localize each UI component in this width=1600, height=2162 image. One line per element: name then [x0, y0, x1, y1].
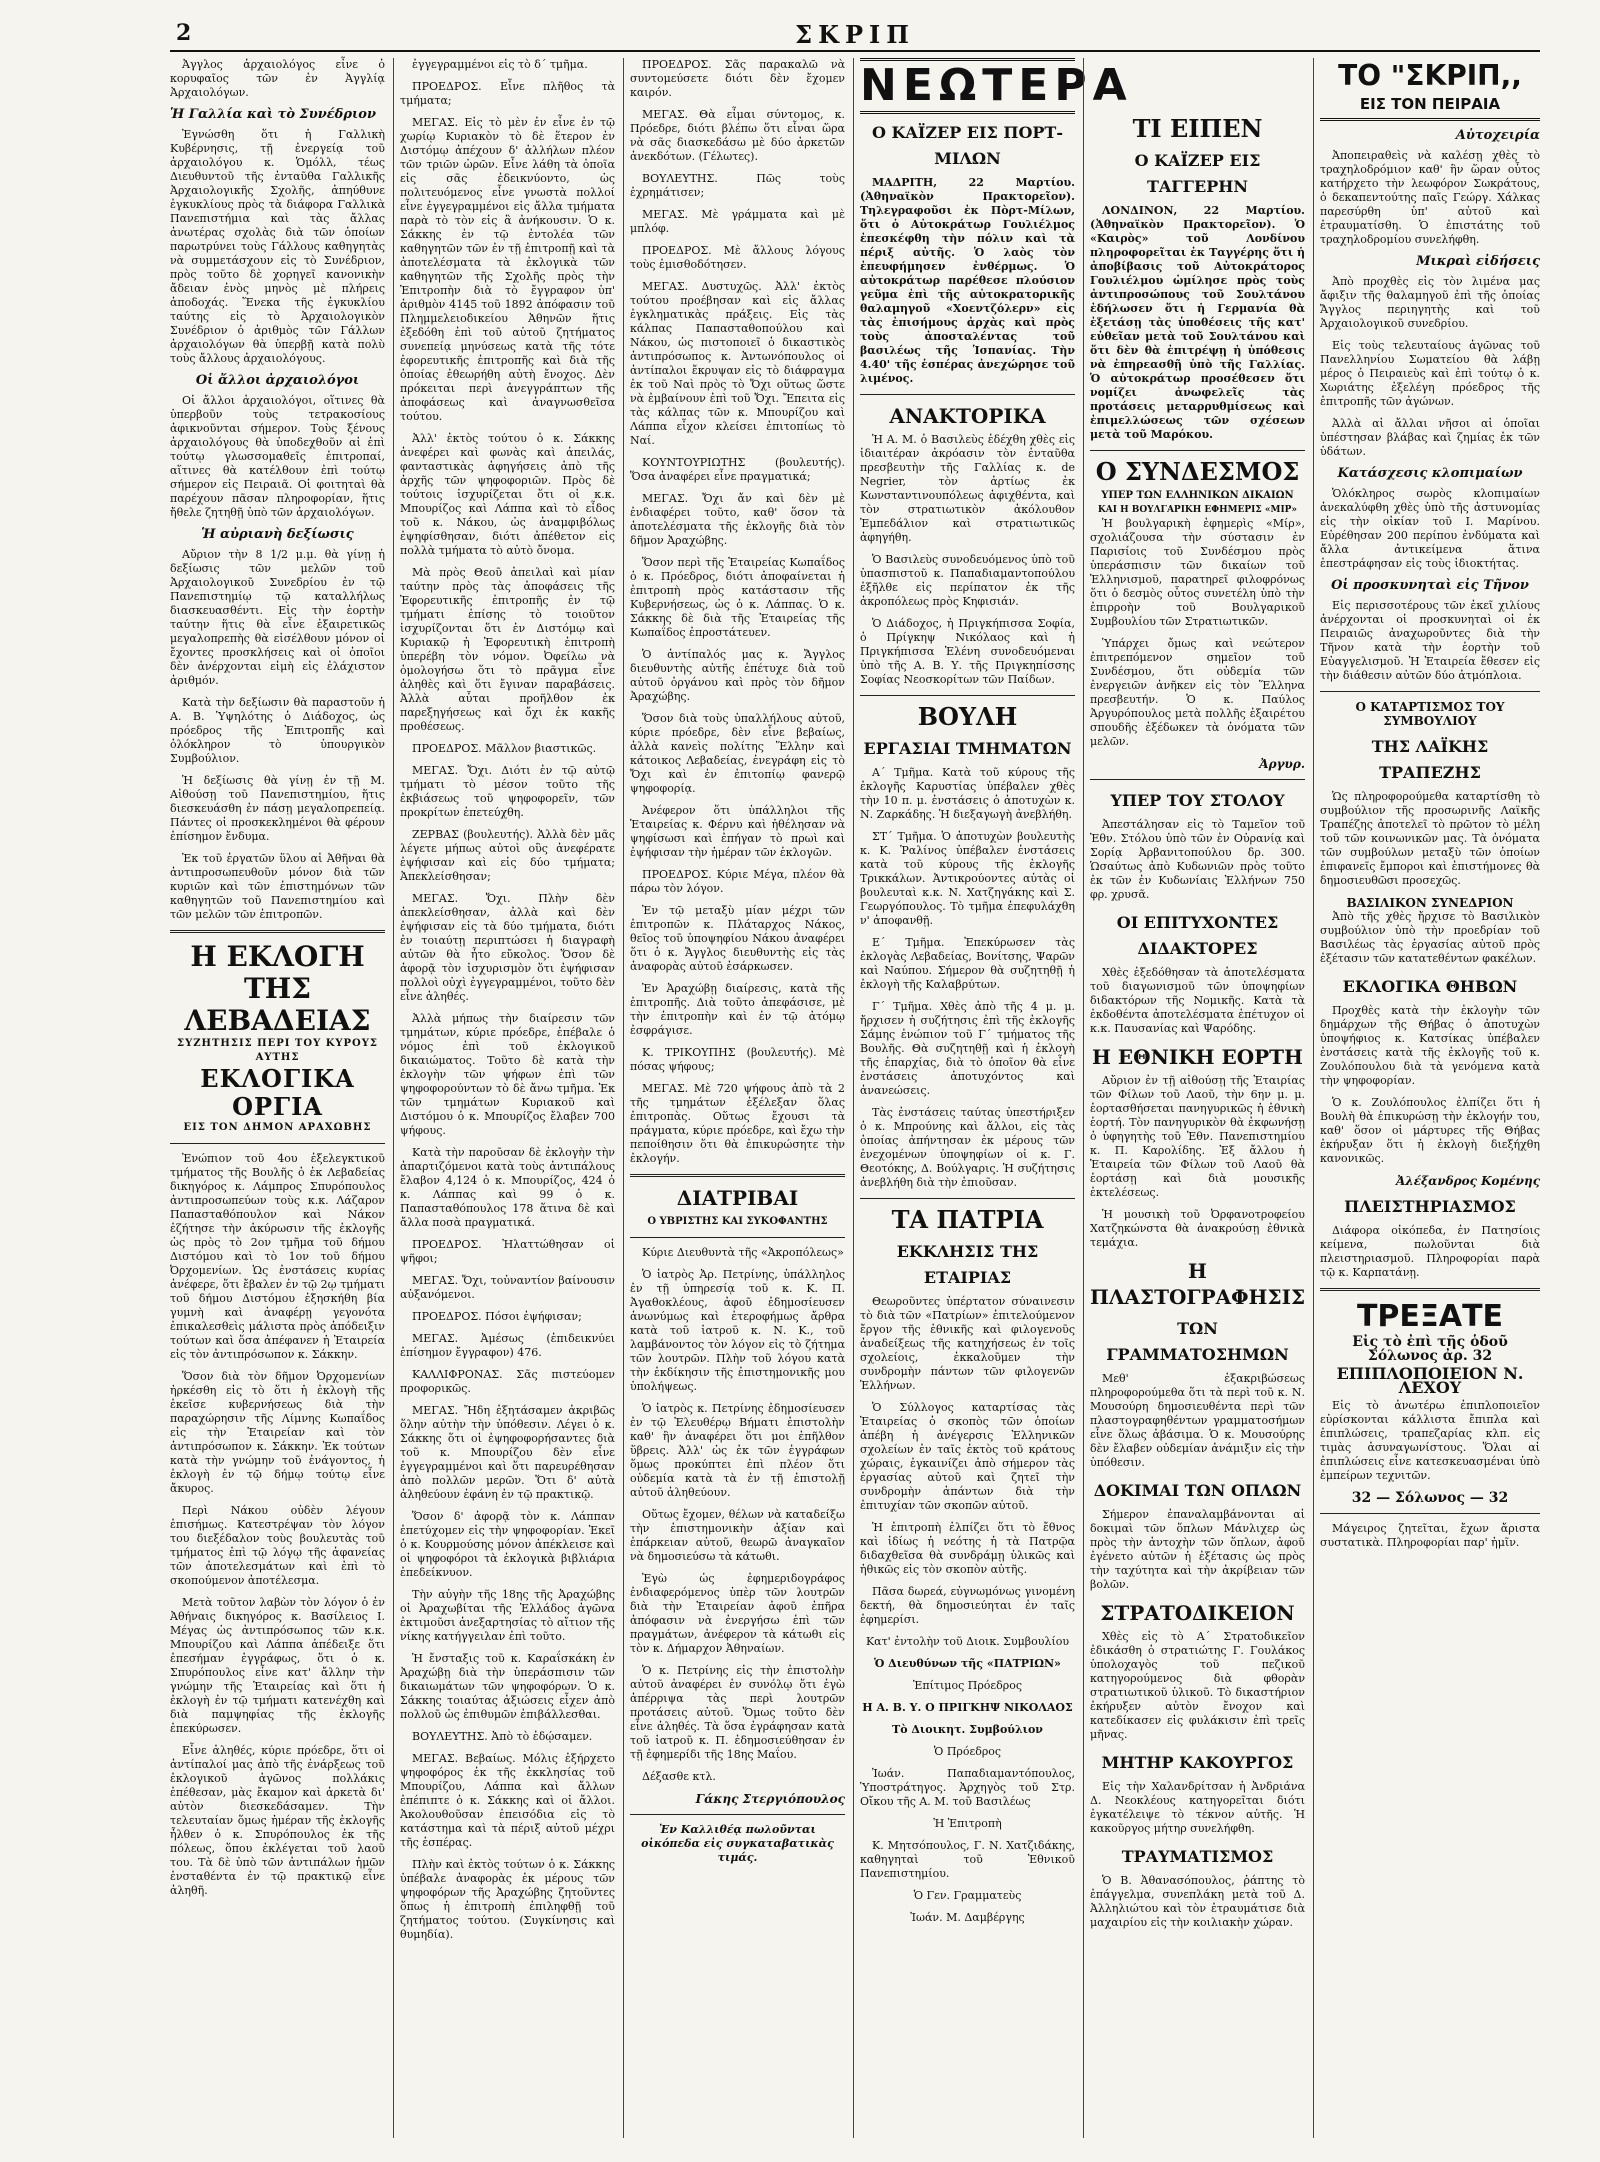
paragraph: ΜΕΓΑΣ. Ὄχι. Διότι ἐν τῷ αὐτῷ τμήματι τὸ μέσον τοῦτο τῆς ἐκβιάσεως τοῦ ψηφοφορεῖν, τῶν προκρίτων ἐπετεύχθη.	[400, 764, 615, 819]
divider	[630, 1174, 845, 1177]
paragraph: Ἐνώπιον τοῦ 4ου ἐξελεγκτικοῦ τμήματος τῆς Βουλῆς ὁ ἐκ Λεβαδείας δικηγόρος κ. Λάμπρος Σπυρόπουλος ἀντιπροσωπεύων τοὺς κ.κ. Λάζαρον Παπασταθόπουλον καὶ Νάκον ἐζήτησε τὴν ἀκύρωσιν τῆς ἐκλογῆς ὡς πρὸς τὸ 2ον τμῆμα τοῦ δήμου Διστόμου καὶ τὸ 1ον τοῦ δήμου Ὀρχομενίων. Ὡς ἐνστάσεις κυρίας ἀνέφερε, ὅτι ἔβαλεν ἐν τῷ 2ῳ τμήματι τοῦ δήμου Διστόμου ἐξησκήθη βία γυμνὴ καὶ ἀναφέρῃ γεγονότα ἐπικαλεσθεὶς μάλιστα πρὸς ἀπόδειξιν τούτων καὶ ὅσα ἀπέφανεν ἡ Ἐταιρεία εἰς τὸν ἀντιπρόσωπον κ. Σάκκην.	[170, 1152, 385, 1361]
paragraph: Μάγειρος ζητεῖται, ἔχων ἄριστα συστατικὰ. Πληροφορίαι παρ' ἡμῖν.	[1320, 1522, 1540, 1549]
paragraph: Εἰς τοὺς τελευταίους ἀγῶνας τοῦ Πανελληνίου Σωματείου θὰ λάβῃ μέρος ὁ Πειραιεὺς καὶ ἐπὶ τούτῳ ὁ κ. Χωριάτης ἐξελέγη πρόεδρος τῆς ἐπιτροπῆς τῶν ἀγώνων.	[1320, 339, 1540, 408]
column-3	[630, 58, 845, 2138]
paragraph: Η Α. Β. Υ. Ο ΠΡΙΓΚΗΨ ΝΙΚΟΛΑΟΣ	[862, 1701, 1073, 1714]
paragraph: Μετὰ τοῦτον λαβὼν τὸν λόγον ὁ ἐν Ἀθήναις δικηγόρος κ. Βασίλειος Ι. Μέγας ὡς ἀντιπρόσωπος τῶν κ.κ. Μπουρίζου καὶ Λάππα ἀπέδειξε ὅτι ἐπεσήμαν ἐγγράφως, ὅτι ὁ κ. Σπυρόπουλος εἶνε κατ' ἄλλην τὴν γνώμην τῆς Ἑταιρείας καὶ ὅτι ἡ ἐκλογὴ ἐν τῷ τμήματι κατενέχθη καὶ διὰ παμψηφίας τῆς ἐκλογῆς ἐπεκύρωσεν.	[170, 1596, 385, 1735]
column-separator	[1083, 58, 1084, 2138]
paragraph: Ἐν τῷ μεταξὺ μίαν μέχρι τῶν ἐπιτροπῶν κ. Πλάταρχος Νάκος, θεῖος τοῦ ὑποψηφίου Νάκου ἀναφέρει ὅτι ὁ κ. Ἄγγλος διευθυντὴς εἰς τὰς ἀναφορὰς αὐτοῦ ἐσάρκωσεν.	[630, 904, 845, 973]
paragraph: Ἐν Ἀραχώβῃ διαίρεσις, κατὰ τῆς ἐπιτροπῆς. Διὰ τοῦτο ἀπεφάσισε, μὲ τὴν ἐπιτροπὴν καὶ ἐν τῷ ἀτόμῳ ἐσφράγισε.	[630, 982, 845, 1037]
section-heading: ΟΙ ΕΠΙΤΥΧΟΝΤΕΣ ΔΙΔΑΚΤΟΡΕΣ	[1116, 913, 1279, 958]
paragraph: ΠΡΟΕΔΡΟΣ. Σᾶς παρακαλῶ νὰ συντομεύσετε διότι δὲν ἔχομεν καιρόν.	[630, 58, 845, 99]
column-2	[400, 58, 615, 2138]
paragraph: ΜΕΓΑΣ. Ὄχι ἄν καὶ δὲν μὲ ἐνδιαφέρει τοῦτο, καθ' ὅσον τὰ ἀποτελέσματα τῆς ἐκλογῆς διὰ τὸν δῆμον Ἀραχώβης.	[630, 492, 845, 547]
advertisement-address: 32 — Σόλωνος — 32	[1351, 1490, 1509, 1506]
advertisement-address: Εἰς τὸ ἐπὶ τῆς ὁδοῦ Σόλωνος ἀρ. 32	[1352, 1334, 1508, 1364]
paragraph: Διάφορα οἰκόπεδα, ἐν Πατησίοις κείμενα, πωλοῦνται διὰ πλειστηριασμοῦ. Πληροφορίαι παρὰ τῷ κ. Καρπατάνῃ.	[1320, 1224, 1540, 1279]
section-heading: ΤΑ ΠΑΤΡΙΑ	[891, 1205, 1044, 1234]
paragraph: ΖΕΡΒΑΣ (βουλευτής). Ἀλλὰ δὲν μᾶς λέγετε μήπως αὐτοὶ οὓς ἀνεφέρατε ἐψήφισαν καὶ εἰς δύο τμήματα; Ἀπεκλείσθησαν;	[400, 828, 615, 883]
paragraph: Κατὰ τὴν δεξίωσιν θὰ παραστοῦν ἡ Α. Β. Ὑψηλότης ὁ Διάδοχος, ὡς πρόεδρος τῆς Ἐπιτροπῆς καὶ ὁλόκληρον τὸ ὑπουργικὸν Συμβούλιον.	[170, 696, 385, 765]
paragraph: Ὁ κ. Ζουλόπουλος ἐλπίζει ὅτι ἡ Βουλὴ θὰ ἐπικυρώσῃ τὴν ἐκλογήν του, καθ' ὅσον οἱ μάρτυρες τῆς Θήβας ἐκήρυξαν ὅτι ἡ ἐκλογὴ διεξήχθη κανονικῶς.	[1320, 1096, 1540, 1165]
column-separator	[1313, 58, 1314, 2138]
paragraph: Ὁ ἀντίπαλός μας κ. Ἄγγλος διευθυντὴς αὐτῆς ἐπέτυχε διὰ τοῦ αὐτοῦ ὀργάνου καὶ πρὸς τὸν δῆμον Ἀραχώβης.	[630, 648, 845, 703]
paragraph: Ἀποπειραθεὶς νὰ καλέσῃ χθὲς τὸ τραχηλοδρόμιον καθ' ἣν ὥραν οὗτος κατήρχετο τὴν λεωφόρον Σωκράτους, ὁ δεκαπεντούτης παῖς Γεώργ. Χάλκας παρεσύρθη ὑπ' αὐτοῦ καὶ ἐτραυματίσθη. Ὁ ἐπιστάτης τοῦ τραχηλοδρομίου συνελήφθη.	[1320, 149, 1540, 246]
section-heading: ΑΝΑΚΤΟΡΙΚΑ	[889, 404, 1046, 428]
section-banner	[1320, 58, 1540, 121]
paragraph: ΚΟΥΝΤΟΥΡΙΩΤΗΣ (βουλευτής). Ὅσα ἀναφέρει εἶνε πραγματικά;	[630, 456, 845, 483]
subheading: Μικραὶ εἰδήσεις	[1416, 254, 1540, 269]
paragraph: Ἡ ἐπιτροπὴ ἐλπίζει ὅτι τὸ ἔθνος καὶ ἰδίως ἡ νεότης ἡ τὰ Πατρῷα διδαχθεῖσα θὰ συνδράμῃ ὑλικῶς καὶ ἠθικῶς εἰς τὸν σκοπὸν αὐτῆς.	[860, 1521, 1075, 1576]
paper-name: ΣΚΡΙΠ	[795, 20, 915, 49]
paragraph: ΠΡΟΕΔΡΟΣ. Ἠλαττώθησαν οἱ ψῆφοι;	[400, 1238, 615, 1265]
column-separator	[853, 58, 854, 2138]
paragraph: ΠΡΟΕΔΡΟΣ. Κύριε Μέγα, πλέον θὰ πάρω τὸν λόγον.	[630, 868, 845, 895]
section-banner: ΝΕΩΤΕΡΑ	[860, 58, 1075, 114]
paragraph: Ὁλόκληρος σωρὸς κλοπιμαίων ἀνεκαλύφθη χθὲς ὑπὸ τῆς ἀστυνομίας εἰς τὴν οἰκίαν τοῦ Ι. Μαρίνου. Εὑρέθησαν 200 περίπου ἐνδύματα καὶ ἄλλα ἀντικείμενα ἅτινα ἐπεστράφησαν εἰς τοὺς ἰδιοκτήτας.	[1320, 487, 1540, 570]
paragraph: Κατ' ἐντολὴν τοῦ Διοικ. Συμβουλίου	[865, 1635, 1070, 1648]
paragraph: Ἀνέφερον ὅτι ὑπάλληλοι τῆς Ἑταιρείας κ. Φέρνυ καὶ ἠθέλησαν νὰ ψηφίσωσι καὶ ἐπήγαν τὸ πρωὶ καὶ ἐψήφισαν τὴν ἡμέραν τῶν ἐκλογῶν.	[630, 804, 845, 859]
divider	[1320, 1513, 1540, 1514]
section-heading: ΔΟΚΙΜΑΙ ΤΩΝ ΟΠΛΩΝ	[1093, 1481, 1302, 1500]
paragraph: Ὁ Διευθύνων τῆς «ΠΑΤΡΙΩΝ»	[874, 1657, 1061, 1670]
paragraph: Ἐγνώσθη ὅτι ἡ Γαλλικὴ Κυβέρνησις, τῇ ἐνεργείᾳ τοῦ ἀρχαιολόγου κ. Ὁμόλλ, τέως Διευθυντοῦ τῆς ἐνταῦθα Γαλλικῆς Ἀρχαιολογικῆς Σχολῆς, ἀπηύθυνε ἐγκυκλίους πρὸς τὰ διάφορα Γαλλικὰ Πανεπιστήμια καὶ τὰς ἄλλας ἀνωτέρας σχολὰς διὰ τῶν ὁποίων παρωτρύνει τοὺς Γάλλους καθηγητὰς νὰ συμμετάσχουν εἰς τὸ Συνέδριον, πρὸς τοῦτο δὲ χορηγεῖ κανονικὴν ἄδειαν ἐνὸς μηνὸς μὲ πλήρεις ἀποδοχάς. Ἕνεκα τῆς ἐγκυκλίου ταύτης εἰς τὸ Ἀρχαιολογικὸν Συνέδριον ὁ ἀριθμὸς τῶν Γάλλων ἀρχαιολόγων θὰ ὑπερβῇ κατὰ πολὺ τοὺς ἄλλους ἀρχαιολόγους.	[170, 128, 385, 365]
paragraph: ΚΑΛΛΙΦΡΟΝΑΣ. Σᾶς πιστεύομεν προφορικῶς.	[400, 1368, 615, 1395]
subheadline: ΥΠΕΡ ΤΩΝ ΕΛΛΗΝΙΚΩΝ ΔΙΚΑΙΩΝ	[1101, 490, 1294, 501]
page-number: 2	[176, 20, 192, 46]
paragraph: Προχθὲς κατὰ τὴν ἐκλογὴν τῶν δημάρχων τῆς Θήβας ὁ ἀποτυχὼν ὑποψήφιος κ. Κατσίκας ὑπέβαλεν ἐνστάσεις κατὰ τῆς ἐκλογῆς τοῦ κ. Ζουλόπουλου διὰ τὰ γενόμενα κατὰ τὴν ψηφοφορίαν.	[1320, 1004, 1540, 1087]
paragraph: Μὰ πρὸς Θεοῦ ἀπειλαὶ καὶ μίαν ταύτην πρὸς τὰς ἀποφάσεις τῆς Ἐφορευτικῆς ἐπιτροπῆς ἐν τῷ τμήματι ἐπίσης τὸ τοιοῦτον ἰσχυρίζονται ὅτι ἐν Διστόμῳ καὶ Κυριακῷ ἡ Ἐφορευτικὴ ἐπιτροπὴ ὑπερέβη τὸν νόμον. Ὀφείλω νὰ ὁμολογήσω ὅτι τὸ πρᾶγμα εἶνε ἀληθὲς καὶ ὅτι ἔγιναν παραβάσεις. Ἀλλὰ αὗται προῆλθον ἐκ παρεξηγήσεως καὶ ὄχι ἐκ κακῆς προθέσεως.	[400, 566, 615, 733]
paragraph: Τὴν αὐγὴν τῆς 18ης τῆς Ἀραχώβης οἱ Ἀραχωβίται τῆς Ἑλλάδος ἀγῶνα ἐκτιμοῦσι ἀνεξαρτησίας τὸ αἴτιον τῆς νίκης κατήγγειλαν ἐπὶ τοῦτο.	[400, 1588, 615, 1643]
column-4	[860, 58, 1133, 2138]
subheading: Αὐτοχειρία	[1455, 128, 1540, 143]
section-heading: ΤΗΣ ΛΑΪΚΗΣ ΤΡΑΠΕΖΗΣ	[1371, 737, 1489, 782]
section-heading: ΒΑΣΙΛΙΚΟΝ ΣΥΝΕΔΡΙΟΝ	[1346, 896, 1514, 910]
paragraph: ΒΟΥΛΕΥΤΗΣ. Ἀπὸ τὸ ἐδῴσαμεν.	[412, 1730, 593, 1743]
paragraph: Ὅσον διὰ τοὺς ὑπαλλήλους αὐτοῦ, κύριε πρόεδρε, δὲν εἶνε βεβαίως, ἀλλὰ κανεὶς πολίτης Ἕλλην καὶ κάτοικος Λεβαδείας, ἐνεγράφη εἰς τὸ Ὄχι καὶ ἐν ἐπιτοπίῳ φανερῷ ψηφοφορίᾳ.	[630, 712, 845, 795]
divider	[1090, 779, 1305, 780]
signature: Ἀλέξανδρος Κομένης	[1395, 1174, 1540, 1188]
subheading: Κατάσχεσις κλοπιμαίων	[1337, 466, 1523, 481]
paragraph: Αὔριον τὴν 8 1/2 μ.μ. θὰ γίνῃ ἡ δεξίωσις τῶν μελῶν τοῦ Ἀρχαιολογικοῦ Συνεδρίου ἐν τῷ Πανεπιστημίῳ τῷ καταλλήλως διασκευασθέντι. Εἰς τὴν ἑορτὴν ταύτην ἥτις θὰ εἶνε ἐξαιρετικῶς μεγαλοπρεπὴς θὰ εἰσέλθουν μόνον οἱ ἔχοντες προσκλήσεις καὶ οἱ ὁποῖοι δὲν ἀνέρχονται εἰμὴ εἰς ἐλάχιστον ἀριθμόν.	[170, 548, 385, 687]
paragraph: Σήμερον ἐπαναλαμβάνονται αἱ δοκιμαὶ τῶν ὅπλων Μάνλιχερ ὡς πρὸς τὴν ἀντοχὴν τῶν ὅπλων, ἀφοῦ ἐγένετο αὐτῶν ἡ ἐξέτασις ὡς πρὸς τὴν ταχύτητα καὶ τὴν ἀκρίβειαν τῶν βολῶν.	[1090, 1508, 1305, 1591]
paragraph: ΜΑΔΡΙΤΗ, 22 Μαρτίου. (Ἀθηναϊκὸν Πρακτορεῖον). Τηλεγραφοῦσι ἐκ Πὸρτ-Μίλων, ὅτι ὁ Αὐτοκράτωρ Γουλιέλμος ἐπεσκέφθη τὴν πόλιν καὶ τὰ πέριξ αὐτῆς. Ὁ λαὸς τὸν ἐπευφήμησεν ἐνθέρμως. Ὁ αὐτοκράτωρ παρέθεσε πλούσιον γεῦμα ἐπὶ τῆς αὐτοκρατορικῆς θαλαμηγοῦ «Χοεντζόλερν» εἰς τὰς ἐπισήμους ἀρχὰς καὶ πρὸς τοὺς ἀποσταλέντας τοῦ βασιλέως τῆς Ἱσπανίας. Τὴν 4.40' τῆς ἑσπέρας ἀνεχώρησε τοῦ λιμένος.	[860, 176, 1075, 385]
paragraph: Εἶνε ἀληθές, κύριε πρόεδρε, ὅτι οἱ ἀντίπαλοί μας ἀπὸ τῆς ἐνάρξεως τοῦ ἐκλογικοῦ ἀγῶνος πολλάκις ἐπέθεσαν, μὰς ἔκαμον καὶ ἀρκετὰ δι' αὐτὸν διεσκεδάσαμεν. Τὴν τελευταίαν ὅμως ἡμέραν τῆς ἐκλογῆς ἦλθεν ὁ κ. Σπυρόπουλος ἐκ τῆς πόλεως, ὅπου ἐκλέγεται τοῦ λαοῦ του. Τὰ δὲ ὑπὸ τῶν ἀντιπάλων ἡμῶν ἐνσταθέντα ἐν τῷ πρακτικῷ εἶνε ἀληθῆ.	[170, 1744, 385, 1897]
paragraph: Τὸ Διοικητ. Συμβούλιον	[892, 1723, 1043, 1736]
paragraph: ΜΕΓΑΣ. Θὰ εἶμαι σύντομος, κ. Πρόεδρε, διότι βλέπω ὅτι εἶναι ὥρα νὰ σᾶς διασκεδάσω μὲ δύο ἀρκετῶν ἀνεκδότων. (Γέλωτες).	[630, 108, 845, 163]
subheading: Ἡ αὐριανὴ δεξίωσις	[201, 527, 354, 542]
subheadline: ΕΙΣ ΤΟΝ ΔΗΜΟΝ ΑΡΑΧΩΒΗΣ	[183, 1122, 372, 1133]
paragraph: Ὁ κ. Πετρίνης εἰς τὴν ἐπιστολὴν αὐτοῦ ἀναφέρει ἐν συνόλῳ ὅτι ἐγὼ ἀπέρριψα τὰς περὶ λουτρῶν προτάσεις αὐτοῦ. Ὅμως τοῦτο δὲν εἶνε ἀληθές. Τὰ ὅσα ἐγράφησαν κατὰ τοῦ ἰατροῦ κ. Π. ἐδημοσιεύθησαν ἐν τῇ ἐφημερίδι τῆς 18ης Μαΐου.	[630, 1664, 845, 1761]
column-separator	[393, 58, 394, 2138]
subheading: Οἱ προσκυνηταὶ εἰς Τῆνον	[1331, 578, 1529, 593]
banner-title: ΤΟ "ΣΚΡΙΠ,,	[1338, 59, 1522, 92]
subheadline: ΚΑΙ Η ΒΟΥΛΓΑΡΙΚΗ ΕΦΗΜΕΡΙΣ «ΜΙΡ»	[1097, 505, 1298, 515]
paragraph: Ἀγγλος ἀρχαιολόγος εἶνε ὁ κορυφαῖος τῶν ἐν Ἀγγλίᾳ Ἀρχαιολόγων.	[170, 58, 385, 99]
advertisement: Ἐν Καλλιθέᾳ πωλοῦνται οἰκόπεδα εἰς συγκαταβατικὰς τιμάς.	[641, 1823, 834, 1864]
paragraph: Ἀλλὰ αἱ ἄλλαι νῆσοι αἱ ὁποῖαι ὑπέστησαν βλάβας καὶ ζημίας ἐκ τῶν ὑδάτων.	[1320, 417, 1540, 458]
divider	[170, 930, 385, 933]
section-heading: ΕΡΓΑΣΙΑΙ ΤΜΗΜΑΤΩΝ	[863, 739, 1072, 758]
section-heading: ΕΚΚΛΗΣΙΣ ΤΗΣ ΕΤΑΙΡΙΑΣ	[896, 1242, 1039, 1287]
paragraph: Ὁ Διάδοχος, ἡ Πριγκήπισσα Σοφία, ὁ Πρίγκηψ Νικόλαος καὶ ἡ Πριγκήπισσα Ἑλένη συνοδευόμεναι ὑπὸ τῆς Α. Β. Υ. τῆς Πριγκηπίσσης Σοφίας Νεοσκορίτων τῶν Παίδων.	[860, 617, 1075, 686]
paragraph: Πλὴν καὶ ἐκτὸς τούτων ὁ κ. Σάκκης ὑπέβαλε ἀναφορὰς ἐκ μέρους τῶν ψηφοφόρων τῆς Ἀραχώβης ζητοῦντες ὅπως ἡ ἐπιτροπὴ ἐπιληφθῇ τοῦ ζητήματος τούτου. (Συγκίνησις καὶ θυμηδία).	[400, 1858, 615, 1941]
paragraph: ΠΡΟΕΔΡΟΣ. Εἶνε πλῆθος τὰ τμήματα;	[400, 80, 615, 107]
banner-subtitle: ΕΙΣ ΤΟΝ ΠΕΙΡΑΙΑ	[1320, 94, 1540, 121]
divider	[1090, 450, 1305, 451]
paragraph: Κατὰ τὴν παροῦσαν δὲ ἐκλογὴν τὴν ἀπαρτιζόμενοι κατὰ τοὺς ἀντιπάλους ἔλαβον 4,124 ὁ κ. Μπουρίζος, 424 ὁ κ. Λάππας καὶ 99 ὁ κ. Παπασταθόπουλος 178 ἅτινα δὲ καὶ ἄλλα ποσὰ πραγματικά.	[400, 1146, 615, 1229]
paragraph: Ἐκ τοῦ ἐργατῶν ὕλου αἱ Ἀθῆναι θὰ ἀντιπροσωπευθοῦν μόνον διὰ τῶν κυριῶν καὶ τῶν ἐπιστημόνων τῶν καθηγητῶν τοῦ Πανεπιστημίου καὶ τῶν μελῶν τῶν ἐπιτροπῶν.	[170, 852, 385, 921]
paragraph: Ἡ μουσικὴ τοῦ Ὀρφανοτροφείου Χατζηκώνστα θὰ ἀνακρούσῃ ἐθνικὰ τεμάχια.	[1090, 1208, 1305, 1249]
paragraph: Περὶ Νάκου οὐδὲν λέγουν ἐπισήμως. Κατεστρέψαν τὸν λόγον του διεξέδαλον τοὺς βουλευτὰς τοῦ τμήματος ἐπὶ τῷ λόγῳ τῆς ἀφανείας τῶν ἀποτελεσμάτων καὶ ἐπὶ τὸ σκοπούμενον ἀποτέλεσμα.	[170, 1504, 385, 1587]
subheading: Οἱ ἄλλοι ἀρχαιολόγοι	[195, 373, 360, 388]
advertisement-headline: ΤΡΕΞΑΤΕ	[1356, 1299, 1504, 1334]
paragraph: Κύριε Διευθυντὰ τῆς «Ἀκροπόλεως»	[642, 1246, 844, 1259]
signature: Ἀργυρ.	[1259, 757, 1305, 771]
paragraph: Χθὲς ἐξεδόθησαν τὰ ἀποτελέσματα τοῦ διαγωνισμοῦ τῶν ὑποψηφίων διδακτόρων τῆς Νομικῆς. Κατὰ τὰ ἐκδοθέντα ἀποτελέσματα ἐπέτυχον οἱ κ.κ. Παυσανίας καὶ Ψαρόδης.	[1090, 966, 1305, 1035]
section-heading: ΤΩΝ ΓΡΑΜΜΑΤΟΣΗΜΩΝ	[1106, 1319, 1289, 1364]
paragraph: Εἰς τὴν Χαλανδρίτσαν ἡ Ἀνδριάνα Δ. Νεοκλέους κατηγορεῖται διότι ἐγκατέλειψε τὸ τέκνον αὐτῆς. Ἡ κακοῦργος μήτηρ συνελήφθη.	[1090, 1780, 1305, 1835]
paragraph: ἐγγεγραμμένοι εἰς τὸ δ΄ τμῆμα.	[412, 58, 588, 71]
paragraph: ΛΟΝΔΙΝΟΝ, 22 Μαρτίου. (Ἀθηναϊκὸν Πρακτορεῖον). Ὁ «Καιρὸς» τοῦ Λονδίνου πληροφορεῖται ἐκ Ταγγέρης ὅτι ἡ ἀποβίβασις τοῦ Αὐτοκράτορος Γουλιέλμου ὡμίλησε πρὸς τοὺς ἀντιπροσώπους τοῦ Σουλτάνου ἐδήλωσεν ὅτι ἡ Γερμανία θὰ ἐξετάσῃ τὰς ὑποθέσεις τῆς κατ' εὐθεῖαν μετὰ τοῦ Σουλτάνου καὶ ὅτι δὲν θὰ ἐπιτρέψῃ ἡ ὑπόθεσις νὰ ἐπηρεασθῇ ὑπὸ τῆς Γαλλίας. Ὁ αὐτοκράτωρ προσέθεσεν ὅτι νομίζει ἀνωφελεῖς τὰς προτάσεις μεταρρυθμίσεως καὶ ἐπιμελλώσεως τῶν σχέσεων μετὰ τοῦ Μαρόκου.	[1090, 204, 1305, 441]
section-heading: Η ΠΛΑΣΤΟΓΡΑΦΗΣΙΣ	[1090, 1259, 1306, 1309]
paragraph: Οὕτως ἔχομεν, θέλων νὰ καταδείξω τὴν ἐπιστημονικὴν ἀξίαν καὶ ἐπάρκειαν αὐτοῦ, θεωρῶ ἀναγκαῖον νὰ δημοσιεύσω τὰ κάτωθι.	[630, 1508, 845, 1563]
paragraph: Χθὲς εἰς τὸ Α΄ Στρατοδικεῖον ἐδικάσθη ὁ στρατιώτης Γ. Γουλάκος ὑπολοχαγὸς τοῦ πεζικοῦ κατηγορούμενος διὰ φθορὰν στρατιωτικοῦ ὑλικοῦ. Τὸ δικαστήριον ἐκήρυξεν αὐτὸν ἔνοχον καὶ κατεδίκασεν εἰς φυλάκισιν ἐπὶ τρεῖς μῆνας.	[1090, 1630, 1305, 1741]
paragraph: Ἀλλ' ἐκτὸς τούτου ὁ κ. Σάκκης ἀνεφέρει καὶ φωνὰς καὶ ἀπειλάς, φανταστικὰς ἀφηγήσεις ἀπὸ τῆς ἀρχῆς τῶν ψηφοφοριῶν. Πρὸς δὲ τούτοις ἰσχυρίζεται ὅτι οἱ κ.κ. Μπουρίζος καὶ Λάππα καὶ τὸ εἶδος τοῦ κ. Νάκου, ὡς ἀναμφιβόλως ἐψηφίσθησαν, διότι ἀπέθετον εἰς πολλὰ τμήματα τὸ αὐτὸ ὄνομα.	[400, 432, 615, 557]
paragraph: ΠΡΟΕΔΡΟΣ. Μᾶλλον βιαστικῶς.	[412, 742, 597, 755]
divider	[630, 1814, 845, 1815]
section-heading: Ο ΚΑΪΖΕΡ ΕΙΣ ΤΑΓΓΕΡΗΝ	[1134, 151, 1261, 196]
paragraph: Ὅσον διὰ τὸν δῆμον Ὀρχομενίων ἠρκέσθη εἰς τὸ ὅτι ἡ ἐκλογὴ τῆς ἐκεῖσε κυβερνήσεως διὰ τὴν παραχώρησιν τῆς Λίμνης Κωπαΐδος εἰς τὴν Ἑταιρείαν καὶ τὸν ἀντιπρόσωπον κ. Σάκκην. Ἐκ τούτων κατὰ τὴν γνώμην τοῦ ἐνάγοντος, ἡ ἐκλογὴ ἐν τῷ δήμῳ τούτῳ εἶνε ἄκυρος.	[170, 1370, 385, 1495]
column-1	[170, 58, 385, 2138]
section-heading: ΥΠΕΡ ΤΟΥ ΣΤΟΛΟΥ	[1110, 791, 1285, 810]
signature: Γάκης Στεργιόπουλος	[695, 1792, 845, 1806]
paragraph: ΜΕΓΑΣ. Ἤδη ἐξητάσαμεν ἀκριβῶς ὅλην αὐτὴν τὴν ὑπόθεσιν. Λέγει ὁ κ. Σάκκης ὅτι οἱ ἐψηφοφορήσαντες διὰ τοῦ κ. Μπουρίζου δὲν εἶνε ἐγγεγραμμένοι καὶ ὅτι παρευρέθησαν ἀπὸ πολλῶν μερῶν. Ὅτι δ' αὐτὰ ἀληθεύουν ἐφάνη ἐν τῷ πρακτικῷ.	[400, 1404, 615, 1501]
paragraph: Ἡ Α. Μ. ὁ Βασιλεὺς ἐδέχθη χθὲς εἰς ἰδιαιτέραν ἀκρόασιν τὸν ἐνταῦθα πρεσβευτὴν τῆς Γαλλίας κ. de Negrier, τὸν ἀρτίως ἐκ Κωνσταντινουπόλεως ἀφιχθέντα, καὶ τὸν στρατιωτικὸν ἀκόλουθον Ἐμπεδάλιον καὶ στρατιωτικῶς ἀφηγήθη.	[860, 433, 1075, 544]
paragraph: Ἡ Ἐπιτροπὴ	[933, 1817, 1002, 1830]
advertisement-title: ΕΠΙΠΛΟΠΟΙΕΙΟΝ Ν. ΛΕΧΟΥ	[1336, 1364, 1524, 1397]
section-heading: Η ΕΘΝΙΚΗ ΕΟΡΤΗ	[1092, 1045, 1303, 1069]
paragraph: Ὁ ἰατρὸς κ. Πετρίνης ἐδημοσίευσεν ἐν τῷ Ἐλευθέρῳ Βήματι ἐπιστολὴν καθ' ἣν ἀναφέρει ὅτι μοι ἐπῆλθον ὕβρεις. Ἀλλ' ὡς ἐκ τῶν ἐγγράφων ὅμως προκύπτει ἐπὶ πλέον ὅτι οὐδεμία κατὰ τὰ ἐν τῇ ἐπιστολῇ αὐτοῦ ἀληθεύουν.	[630, 1402, 845, 1499]
section-heading: ΒΟΥΛΗ	[917, 702, 1018, 731]
section-heading: ΔΙΑΤΡΙΒΑΙ	[676, 1186, 799, 1210]
headline: ΤΗΣ ΛΕΒΑΔΕΙΑΣ	[184, 972, 371, 1037]
paragraph: ΜΕΓΑΣ. Βεβαίως. Μόλις ἐξήρχετο ψηφοφόρος ἐκ τῆς ἐκκλησίας τοῦ Μπουρίζου, Λάππα καὶ ἄλλων ἐπέπιπτε ὁ κ. Σάκκης καὶ οἱ ἄλλοι. Ἀκολουθοῦσαν ἐπεισόδια εἰς τὸ κατάστημα καὶ τὰ πέριξ αὐτοῦ μέχρι τῆς ἑσπέρας.	[400, 1752, 615, 1849]
divider	[860, 1198, 1075, 1199]
subheadline: Ο ΥΒΡΙΣΤΗΣ ΚΑΙ ΣΥΚΟΦΑΝΤΗΣ	[647, 1216, 828, 1227]
paragraph: Ἡ βουλγαρικὴ ἐφημερὶς «Μίρ», σχολιάζουσα τὴν σύστασιν ἐν Παρισίοις τοῦ Συνδέσμου πρὸς ὑπεράσπισιν τῶν δικαίων τοῦ Ἑλληνισμοῦ, παρατηρεῖ φιλοφρόνως ὅτι ὁ δεσμὸς οὗτος συνετέλη ὑπὸ τὴν ἐπιρροὴν τοῦ Βουλγαρικοῦ Συμβουλίου τῶν Στρατιωτικῶν.	[1090, 517, 1305, 628]
section-heading: ΜΗΤΗΡ ΚΑΚΟΥΡΓΟΣ	[1101, 1753, 1294, 1772]
section-heading: ΣΤΡΑΤΟΔΙΚΕΙΟΝ	[1100, 1601, 1295, 1625]
paragraph: Εἰς τὸ ἀνωτέρω ἐπιπλοποιεῖον εὑρίσκονται κάλλιστα ἔπιπλα καὶ ἐπιπλώσεις, τραπεζαρίας κλπ. εἰς τιμὰς ἀσυναγωνίστους. Ὅλαι αἱ ἐπιπλώσεις εἶνε κατεσκευασμέναι ὑπὸ ἐμπείρων τεχνιτῶν.	[1320, 1399, 1540, 1482]
paragraph: Ἰωάν. Παπαδιαμαντόπουλος, Ὑποστράτηγος. Ἀρχηγὸς τοῦ Στρ. Οἴκου τῆς Α. Μ. τοῦ Βασιλέως	[860, 1767, 1075, 1808]
paragraph: Ἡ δεξίωσις θὰ γίνῃ ἐν τῇ Μ. Αἰθούσῃ τοῦ Πανεπιστημίου, ἥτις διεσκευάσθη ἐν πάσῃ μεγαλοπρεπείᾳ. Πάντες οἱ προσκεκλημένοι θὰ φέρουν ἐπίσημον ἔνδυμα.	[170, 774, 385, 843]
divider	[170, 1143, 385, 1144]
paragraph: Δέξασθε κτλ.	[642, 1770, 716, 1783]
paragraph: ΠΡΟΕΔΡΟΣ. Πόσοι ἐψήφισαν;	[412, 1310, 582, 1323]
paragraph: ΜΕΓΑΣ. Ὄχι, τοὐναντίον βαίνουσιν αὐξανόμενοι.	[400, 1274, 615, 1301]
divider	[1320, 1288, 1540, 1291]
section-heading: ΤΙ ΕΙΠΕΝ	[1132, 114, 1263, 143]
paragraph: ΒΟΥΛΕΥΤΗΣ. Πῶς τοὺς ἐχρημάτισεν;	[630, 172, 845, 199]
section-heading: ΕΚΛΟΓΙΚΑ ΘΗΒΩΝ	[1342, 977, 1518, 996]
paragraph: ΣΤ΄ Τμῆμα. Ὁ ἀποτυχὼν βουλευτὴς κ. Κ. Ῥαλίνος ὑπέβαλεν ἐνστάσεις κατὰ τοῦ κύρους τῆς ἐκλογῆς Τρικκάλων. Ἀντικρούοντες αὐτὰς οἱ βουλευταὶ κ.κ. Ν. Χατζηγάκης καὶ Σ. Γεωργόπουλος. Τὸ τμῆμα ἐπεφυλάχθη ν' ἀποφανθῇ.	[860, 830, 1075, 927]
headline: ΕΚΛΟΓΙΚΑ ΟΡΓΙΑ	[200, 1064, 355, 1121]
paragraph: Ὁ Πρόεδρος	[933, 1745, 1002, 1758]
paragraph: Ε΄ Τμῆμα. Ἐπεκύρωσεν τὰς ἐκλογὰς Λεβαδείας, Βονίτσης, Ψαρῶν καὶ Ναύπου. Σήμερον θὰ συζητηθῇ ἡ ἐκλογὴ τῆς Καλαβρύτων.	[860, 936, 1075, 991]
paragraph: Ὅσον περὶ τῆς Ἑταιρείας Κωπαΐδος ὁ κ. Πρόεδρος, διότι ἀποφαίνεται ἡ ἐπιτροπὴ πρὸς κατάστασιν τῆς Κυβερνήσεως, ὡς ὁ κ. Λάππας. Ὁ κ. Σάκκης δὲ διὰ τῆς Ἑταιρείας τῆς Κωπαΐδος ἐπροστάτευεν.	[630, 556, 845, 639]
paragraph: Ἀπεστάλησαν εἰς τὸ Ταμεῖον τοῦ Ἐθν. Στόλου ὑπὸ τῶν ἐν Οὐρανίᾳ καὶ Σορίᾳ Ἀρβανιτοπούλου δρ. 300. Ὡσαύτως ἀπὸ Κυδωνιῶν πρὸς τοῦτο ἐκ τῶν ἐν Κυδωνίαις Ἑλλήνων 750 φρ. χρυσᾶ.	[1090, 818, 1305, 901]
paragraph: Ἐγὼ ὡς ἐφημεριδογράφος ἐνδιαφερόμενος ὑπὲρ τῶν λουτρῶν διὰ τὴν Ἑταιρείαν ἀφοῦ ἐπῆρα ἀπόφασιν νὰ ἐνεργήσω ἐπὶ τῶν πραγμάτων, ἀνέφερον τὰ κάτωθι εἰς τὸν κ. Δήμαρχον Ἀθηναίων.	[630, 1572, 845, 1655]
paragraph: Κ. ΤΡΙΚΟΥΠΗΣ (βουλευτής). Μὲ πόσας ψήφους;	[630, 1046, 845, 1073]
divider	[860, 394, 1075, 395]
divider	[1320, 691, 1540, 692]
paragraph: Ἀπὸ προχθὲς εἰς τὸν λιμένα μας ἄφιξιν τῆς θαλαμηγοῦ ἐπὶ τῆς ὁποίας Ἄγγλος περιηγητὴς καὶ τοῦ Ἀρχαιολογικοῦ συνεδρίου.	[1320, 275, 1540, 330]
divider	[630, 1237, 845, 1238]
paragraph: Ἐπίτιμος Πρόεδρος	[912, 1679, 1022, 1692]
section-heading: Ο ΚΑΤΑΡΤΙΣΜΟΣ ΤΟΥ ΣΥΜΒΟΥΛΙΟΥ	[1355, 700, 1505, 728]
paragraph: ΜΕΓΑΣ. Ὄχι. Πλὴν δὲν ἀπεκλείσθησαν, ἀλλὰ καὶ δὲν ἐψήφισαν εἰς τὰ δύο τμήματα, διότι ἐν τοιαύτῃ περιπτώσει ἡ διαγραφὴ αὐτῶν θὰ ἦτο εὔκολος. Ὅσον δὲ ἀφορᾷ τὸν ἰσχυρισμὸν ὅτι ἐψήφισαν πολλοὶ οὐχὶ ἐγγεγραμμένοι, τοῦτο δὲν εἶνε ἀληθές.	[400, 892, 615, 1003]
paragraph: Ὑπάρχει ὄμως καὶ νεώτερον ἐπιτρεπόμενον σημεῖον τοῦ Συνδέσμου, ὅτι οὐδεμία τῶν ἐνεργειῶν ἀνῆκεν εἰς τὸν Ἕλληνα πρεσβευτήν. Ὁ κ. Παύλος Ἀργυρόπουλος μετὰ πολλῆς ἐξαιρέτου σπουδῆς ἐξέδωκεν τὰ ὀνόματα τῶν μελῶν.	[1090, 637, 1305, 748]
paragraph: Ὅσον δ' ἀφορᾷ τὸν κ. Λάππαν ἐπετύχομεν εἰς τὴν ψηφοφορίαν. Ἐκεῖ ὁ κ. Κουρμούσης μόνον ἀπέκλεισε καὶ οἱ ψηφοφόροι τὰ ἐκλογικὰ βιβλιάρια ἐπεδείκνυον.	[400, 1510, 615, 1579]
column-separator	[623, 58, 624, 2138]
section-heading: Ο ΣΥΝΔΕΣΜΟΣ	[1095, 457, 1300, 486]
paragraph: Ὡς πληροφορούμεθα καταρτίσθη τὸ συμβούλιον τῆς προσωρινῆς Λαϊκῆς Τραπέζης ἀποτελεῖ τὸ πρῶτον τὸ μέλη τοῦ τῶν κοινωνικῶν μας. Τὰ ὀνόματα τῶν συμβούλων μεταξὺ τῶν ὁποίων ἐπιφανεῖς ἔμποροι καὶ ἐπιστήμονες θὰ δημοσιευθῶσι προσεχῶς.	[1320, 790, 1540, 887]
column-6	[1320, 58, 1540, 2138]
paragraph: Πᾶσα δωρεά, εὐγνωμόνως γινομένη δεκτή, θὰ δημοσιεύηται ἐν ταῖς ἐφημερίσι.	[860, 1585, 1075, 1626]
paragraph: Αὔριον ἐν τῇ αἰθούσῃ τῆς Ἑταιρίας τῶν Φίλων τοῦ Λαοῦ, τὴν 6ην μ. μ. ἑορτασθήσεται πανηγυρικῶς ἡ ἐθνικὴ ἑορτή. Τὸν πανηγυρικὸν θὰ ἐκφωνήσῃ ὁ ὑφηγητὴς τοῦ Ἐθν. Πανεπιστημίου κ. Π. Καρολίδης. Ἐξ ἄλλου ἡ Ἑταιρεία τῶν Φίλων τοῦ Λαοῦ θὰ ἑορτάσῃ καὶ διὰ μουσικῆς ἐκτελέσεως.	[1090, 1074, 1305, 1199]
paragraph: Γ΄ Τμῆμα. Χθὲς ἀπὸ τῆς 4 μ. μ. ἤρχισεν ἡ συζήτησις ἐπὶ τῆς ἐκλογῆς Σάμης ἐνώπιον τοῦ Γ΄ τμήματος τῆς Βουλῆς. Θὰ συζητηθῇ καὶ ἡ ἐκλογὴ τῆς ἐπαρχίας, διὰ τὸ ὁποῖον θὰ εἶνε ἐνστάσεις ἀποτυχόντος καὶ ἀνανεώσεις.	[860, 1000, 1075, 1097]
paragraph: Ὁ Γεν. Γραμματεὺς	[913, 1889, 1022, 1902]
paragraph: Ὁ Βασιλεὺς συνοδευόμενος ὑπὸ τοῦ ὑπασπιστοῦ κ. Παπαδιαμαντοπούλου ἐξῆλθε εἰς περίπατον ἐκ τῆς ἀκροπόλεως πρὸς Κηφισιάν.	[860, 553, 1075, 608]
paragraph: Ὁ Β. Ἀθανασόπουλος, ῥάπτης τὸ ἐπάγγελμα, συνεπλάκη μετὰ τοῦ Δ. Ἀλληλιώτου καὶ τὸν ἐτραυμάτισε διὰ μαχαιρίου εἰς τὴν κοιλιακὴν χώραν.	[1090, 1874, 1305, 1929]
paragraph: Μεθ' ἐξακριβώσεως πληροφορούμεθα ὅτι τὰ περὶ τοῦ κ. Ν. Μουσούρη δημοσιευθέντα περὶ τῶν πλαστογραφηθέντων γραμματοσήμων εἶνε ὅλως ἀβάσιμα. Ὁ κ. Μουσούρης δὲν ἔλαβεν οὐδεμίαν ἀνάμιξιν εἰς τὴν ὑπόθεσιν.	[1090, 1372, 1305, 1469]
paragraph: Ἀπὸ τῆς χθὲς ἤρχισε τὸ Βασιλικὸν συμβούλιον ὑπὸ τὴν προεδρίαν τοῦ Βασιλέως τὰς ἐργασίας αὐτοῦ πρὸς ἐξέτασιν τῶν κατατεθέντων φακέλων.	[1320, 910, 1540, 965]
paragraph: ΜΕΓΑΣ. Εἰς τὸ μὲν ἐν εἶνε ἐν τῷ χωρίῳ Κυριακὸν τὸ δὲ ἕτερον ἐν Διστόμῳ ἀπέχουν δ' ἀλλήλων πλέον τῶν τριῶν ὡρῶν. Εἶνε λάθη τὰ ὁποῖα εἰς σᾶς ἐδεικνύοντο, ὡς πολιτευόμενος εἶνε γνωστὰ πολλοί εἶνε ἐγγεγραμμένοι εἰς ἄλλα τμήματα παρὰ τὸ τὸν εἰς ἃ ἀνήκουσιν. Ὁ κ. Σάκκης ἐν τῷ ἐντολέα τῶν καθηγητῶν τῶν ἐν τῇ ἐπιτροπῇ καὶ τὰ ἀποτελέσματα τὰ ἐκλογικὰ τῶν καθηγητῶν τῆς Σχολῆς πρὸς τὴν Ἐπιτροπὴν διὰ τὸ ἔγγραφον ὑπ' ἀριθμὸν 4145 τοῦ 1892 ἀπόφασιν τοῦ Πλημμελειοδικείου Ἀθηνῶν ἥτις ἐξεδόθη ἐπὶ τοῦ αὐτοῦ ζητήματος συνεπείᾳ μηνύσεως κατὰ τῆς τότε ἐφορευτικῆς ἐπιτροπῆς καὶ διὰ τῆς ὁποίας ἐθεωρήθη αὐτὴ ἔνοχος. Δὲν πρόκειται περὶ ἀνεγγράπτων τῆς ἀποφάσεως καὶ ἀναγνωσθεῖσα τούτου.	[400, 116, 615, 423]
paragraph: ΜΕΓΑΣ. Μὲ 720 ψήφους ἀπὸ τὰ 2 τῆς τμημάτων ἐξέλεξαν ὅλας ἐπιτροπὰς. Οὕτως ἔχουσι τὰ πράγματα, κύριε πρόεδρε, καὶ ἔχω τὴν πεποίθησιν ὅτι θὰ ἐπικυρώσητε τὴν ἐκλογήν.	[630, 1082, 845, 1165]
divider	[860, 695, 1075, 696]
subheading: Ἡ Γαλλία καὶ τὸ Συνέδριον	[170, 107, 376, 122]
paragraph: Ἀλλὰ μήπως τὴν διαίρεσιν τῶν τμημάτων, κύριε πρόεδρε, ἐπέβαλε ὁ νόμος ἐπὶ τοῦ ἐκλογικοῦ δικαιώματος. Τοῦτο δὲ κατὰ τὴν ἐκλογὴν τῶν ψήφων ἐπὶ τῶν ψηφοφορούντων τὸ δὲ ἄνω τμῆμα. Ἐκ τῶν τμημάτων Κυριακοῦ καὶ Διστόμου ὁ κ. Μπουρίζος ἔλαβεν 700 ψήφους.	[400, 1012, 615, 1137]
section-heading: ΤΡΑΥΜΑΤΙΣΜΟΣ	[1121, 1847, 1274, 1866]
paragraph: Εἰς περισσοτέρους τῶν ἐκεῖ χιλίους ἀνέρχονται οἱ προσκυνηταὶ οἱ ἐκ Πειραιῶς ἀναχωροῦντες διὰ τὴν Τῆνον κατὰ τὴν ἑορτὴν τοῦ Εὐαγγελισμοῦ. Ἡ Ἑταιρεία ἔθεσεν εἰς τὴν διάθεσιν αὐτῶν δύο ἀτμόπλοια.	[1320, 599, 1540, 682]
paragraph: Θεωροῦντες ὑπέρτατον σύναινεσιν τὸ διὰ τῶν «Πατρίων» ἐπιτελούμενον ἔργον τῆς ἐθνικῆς καὶ φιλογενοῦς ἀναδείξεως τῆς κατηχήσεως ἐν τοῖς σχολείοις, ἐκκαλοῦμεν τὴν συνδρομὴν πάντων τῶν φιλογενῶν Ἑλλήνων.	[860, 1295, 1075, 1392]
section-heading: Ο ΚΑΪΖΕΡ ΕΙΣ ΠΟΡΤ-ΜΙΛΩΝ	[872, 123, 1063, 168]
masthead	[170, 20, 1540, 52]
paragraph: ΜΕΓΑΣ. Δυστυχῶς. Ἀλλ' ἐκτὸς τούτου προέβησαν καὶ εἰς ἄλλας ἐγκληματικὰς πράξεις. Εἰς τὰς κάλπας Παπασταθοπούλου καὶ Νάκου, ὡς πιστοποιεῖ ὁ δικαστικὸς ἀντιπρόσωπος κ. Ἀντωνόπουλος οἱ ἀντίπαλοι ἔκρυψαν εἰς τὸ διάφραγμα ἐκ τοῦ Ναὶ πρὸς τὸ Ὄχι οὕτως ὥστε νὰ ἐμβαίνουν ἐπὶ τοῦ Ὄχι. Ἔπειτα εἰς τὰς κάλπας τῶν κ. Μπουρίζου καὶ Λάππα εἶχον κλείσει ἐπιτοπίως τὸ Ναί.	[630, 280, 845, 447]
paragraph: Κ. Μητσόπουλος, Γ. Ν. Χατζιδάκης, καθηγηταὶ τοῦ Ἐθνικοῦ Πανεπιστημίου.	[860, 1839, 1075, 1880]
subheadline: ΣΥΖΗΤΗΣΙΣ ΠΕΡΙ ΤΟΥ ΚΥΡΟΥΣ ΑΥΤΗΣ	[177, 1038, 378, 1063]
paragraph: Ἰωάν. Μ. Δαμβέργης	[910, 1911, 1025, 1924]
column-5	[1090, 58, 1305, 2138]
paragraph: ΠΡΟΕΔΡΟΣ. Μὲ ἄλλους λόγους τοὺς ἐμισθοδότησεν.	[630, 244, 845, 271]
paragraph: ΜΕΓΑΣ. Μὲ γράμματα καὶ μὲ μπλόφ.	[630, 208, 845, 235]
paragraph: Οἱ ἄλλοι ἀρχαιολόγοι, οἵτινες θὰ ὑπερβοῦν τοὺς τετρακοσίους ἀφικνοῦνται σήμερον. Τοὺς ξένους ἀρχαιολόγους θὰ ὑποδεχθοῦν αἱ ἐπὶ τούτῳ γλωσσομαθεῖς ἐπιτροπαί, αἵτινες θὰ κατέλθουν ἐπὶ τούτῳ σήμερον εἰς Πειραιᾶ. Οἱ φοιτηταὶ θὰ παρέχουν πᾶσαν πληροφορίαν, ἥτις ἤθελε ζητηθῇ ὑπὸ τῶν ἀρχαιολόγων.	[170, 394, 385, 519]
paragraph: Α΄ Τμῆμα. Κατὰ τοῦ κύρους τῆς ἐκλογῆς Καρυστίας ὑπέβαλεν χθὲς τὴν 10 π. μ. ἐνστάσεις ὁ ἀποτυχὼν κ. Ν. Ζαρκάδης. Ἡ διεξαγωγὴ ἀνεβλήθη.	[860, 766, 1075, 821]
paragraph: Ἡ ἔνσταξις τοῦ κ. Καραΐσκάκη ἐν Ἀραχώβῃ διὰ τὴν ὑπεράσπισιν τῶν δικαιωμάτων τῶν ψηφοφόρων. Ὁ κ. Σάκκης τοιαύτας ἀξιώσεις εἶχεν ἀπὸ πολλοῦ ὡς ἐπιθυμῶν ἐπιβάλλεσθαι.	[400, 1652, 615, 1721]
section-heading: ΠΛΕΙΣΤΗΡΙΑΣΜΟΣ	[1344, 1197, 1516, 1216]
paragraph: Τὰς ἐνστάσεις ταύτας ὑπεστήριξεν ὁ κ. Μπρούνης καὶ ἄλλοι, εἰς τὰς ὁποίας ἀπήντησαν ἐκ μέρους τῶν ἐνεχομένων ὑποψηφίων οἱ κ. Γ. Θεοτόκης, Δ. Βούλγαρις. Ἡ συζήτησις ἀνεβλήθη διὰ τὴν ἐπιοῦσαν.	[860, 1106, 1075, 1189]
paragraph: Ὁ Σύλλογος καταρτίσας τὰς Ἑταιρείας ὁ σκοπὸς τῶν ὁποίων ἀπέβη ἡ ἀνέγερσις Ἑλληνικῶν σχολείων ἐν ταῖς ἐκτὸς τοῦ κράτους χώραις, ἐγκαινίζει ἀπὸ σήμερον τὰς ἐργασίας αὐτοῦ καὶ ζητεῖ τὴν συνδρομὴν ἁπάντων διὰ τὴν ἐπιτυχίαν τῶν σκοπῶν αὐτοῦ.	[860, 1401, 1075, 1512]
headline: Η ΕΚΛΟΓΗ	[190, 940, 365, 973]
paragraph: Ὁ ἰατρὸς Ἀρ. Πετρίνης, ὑπάλληλος ἐν τῇ ὑπηρεσίᾳ τοῦ κ. Κ. Π. Ἀγαθοκλέους, ἀφοῦ ἐδημοσίευσεν ἀνωνύμως καὶ ἑτεροφήμως ἄρθρα κατὰ τοῦ ἰατροῦ κ. Ν. Κ., τοῦ λαμβάνοντος τὸν λόγον εἰς τὸ ζήτημα τῶν λουτρῶν. Πλὴν τοῦ λόγου κατὰ τὴν ἐκδίκησιν τῆς ἐπιστημονικῆς μου ὑπολήψεως.	[630, 1268, 845, 1393]
paragraph: ΜΕΓΑΣ. Ἀμέσως (ἐπιδεικνύει ἐπίσημον ἔγγραφον) 476.	[400, 1332, 615, 1359]
